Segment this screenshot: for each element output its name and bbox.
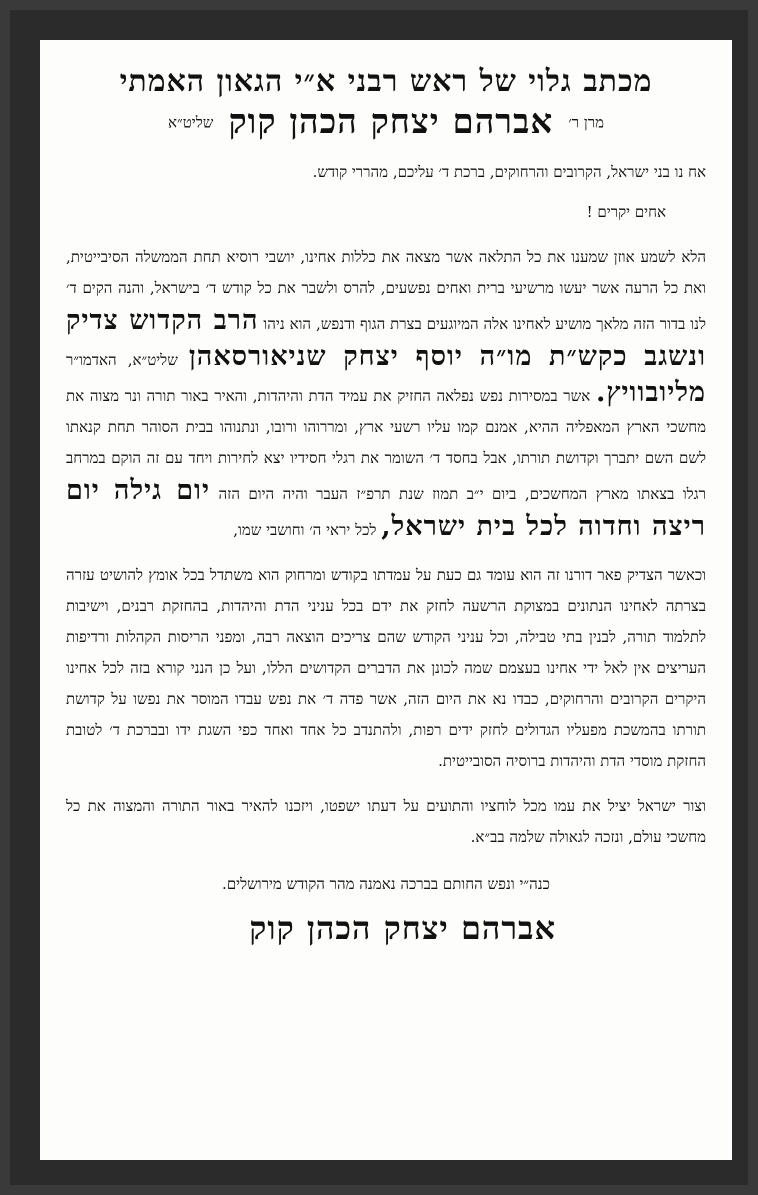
p1-highlight-name: הרב הקדוש צדיק ונשגב כקש״ת מו״ה יוסף יצחק שניאורסאהן bbox=[66, 305, 706, 373]
subtitle-name: אברהם יצחק הכהן קוק bbox=[228, 102, 554, 142]
subtitle-suffix: שליט״א bbox=[168, 113, 214, 132]
spacer bbox=[66, 777, 706, 791]
paragraph-1 bbox=[66, 242, 706, 546]
letter-title: מכתב גלוי של ראש רבני א״י הגאון האמתי bbox=[119, 64, 653, 99]
p1-text-a: הלא לשמע אוזן שמענו את כל התלאה אשר מצאה את כללות אחינו, יושבי רוסיא תחת הממשלה הסיבייטית, ואת כל הרעה אשר יעשו מרשיעי ברית ואחים נפשעים, להרס ולשבר את כל קודש ד׳ בישראל, והנה הקים ד׳ לנו בדור הזה מלאך מושיע לאחינו אלה המיוגעים בצרת הגוף ודנפש, הוא ניהו bbox=[66, 248, 706, 334]
greeting: אחים יקרים ! bbox=[586, 203, 666, 222]
closing-line: כנה״י ונפש החותם בברכה נאמנה מהר הקודש מירושלים. bbox=[222, 875, 550, 894]
paragraph-2: וכאשר הצדיק פאר דורנו זה הוא עומד גם כעת על עמדתו בקודש ומרחוק הוא משתדל בכל אומץ להושיט עזרה בצרתה לאחינו הנתונים במצוקת הרשעה לחזק את ידם בכל עניני הדת והיהדות, בהחזקת רבנים, וישיבות לתלמוד תורה, לבנין בתי טבילה, וכל עניני הקודש שהם צריכים הוצאה רבה, ומפני הריסות הקהלות ורדיפות העריצים אין לאל ידי אחינו בעצמם שמה לכונן את הדברים הקדושים הללו, ועל כן הנני קורא בזה לכל אחינו היקרים הקרובים והרחוקים, כבדו נא את היום הזה, אשר פדה ד׳ את נפש עבדו המוסר את נפשו על קדושת תורתו בהמשכת מפעליו הגדולים לחזק ידים רפות, ולהתנדב כל אחד ואחד כפי השגת ידו ובברכת ד׳ לטובת החזקת מוסדי הדת והיהדות ברוסיה הסובייטית. bbox=[66, 566, 706, 771]
subtitle-prefix: מרן ר׳ bbox=[568, 113, 604, 132]
paragraph-3: וצור ישראל יציל את עמו מכל לוחציו והתועים על דעתו ישפטו, ויזכנו להאיר באור התורה והמצוה את כל מחשכי עולם, ונזכה לגאולה שלמה בב״א. bbox=[66, 797, 706, 847]
p1-text-b: שליט״א, האדמו״ר bbox=[66, 351, 178, 370]
signature: אברהם יצחק הכהן קוק bbox=[249, 909, 556, 948]
letter-subtitle bbox=[66, 104, 706, 141]
spacer bbox=[66, 546, 706, 560]
intro-paragraph: אח נו בני ישראל, הקרובים והרחוקים, ברכת ד׳ עליכם, מהררי קודש. bbox=[312, 163, 706, 182]
p1-highlight-day: יום גילה יום ריצה וחדוה לכל בית ישראל, bbox=[66, 475, 706, 543]
p1-highlight-place: מליובוויץ. bbox=[596, 377, 706, 409]
p1-text-c: אשר במסירות נפש נפלאה החזיק את עמיד הדת והיהדות, והאיר באור תורה ונר מצוה את מחשכי הארץ המאפליה ההיא, אמנם קמו עליו רשעי ארץ, ומררוהו ורובו, ונתנוהו בבית הסוהר תחת קנאתו לשם השם יתברך וקדושת תורתו, אבל בחסד ד׳ השומר את רגלי חסידיו יצא לחירות ויחד עם זה הוקם במרחב רגלו בצאתו מארץ המחשכים, ביום י״ב תמוז שנת תרפ״ז העבר והיה היום הזה bbox=[66, 387, 706, 504]
p1-text-d: לכל יראי ה׳ וחושבי שמו, bbox=[233, 521, 377, 540]
letter-page bbox=[40, 40, 732, 1160]
